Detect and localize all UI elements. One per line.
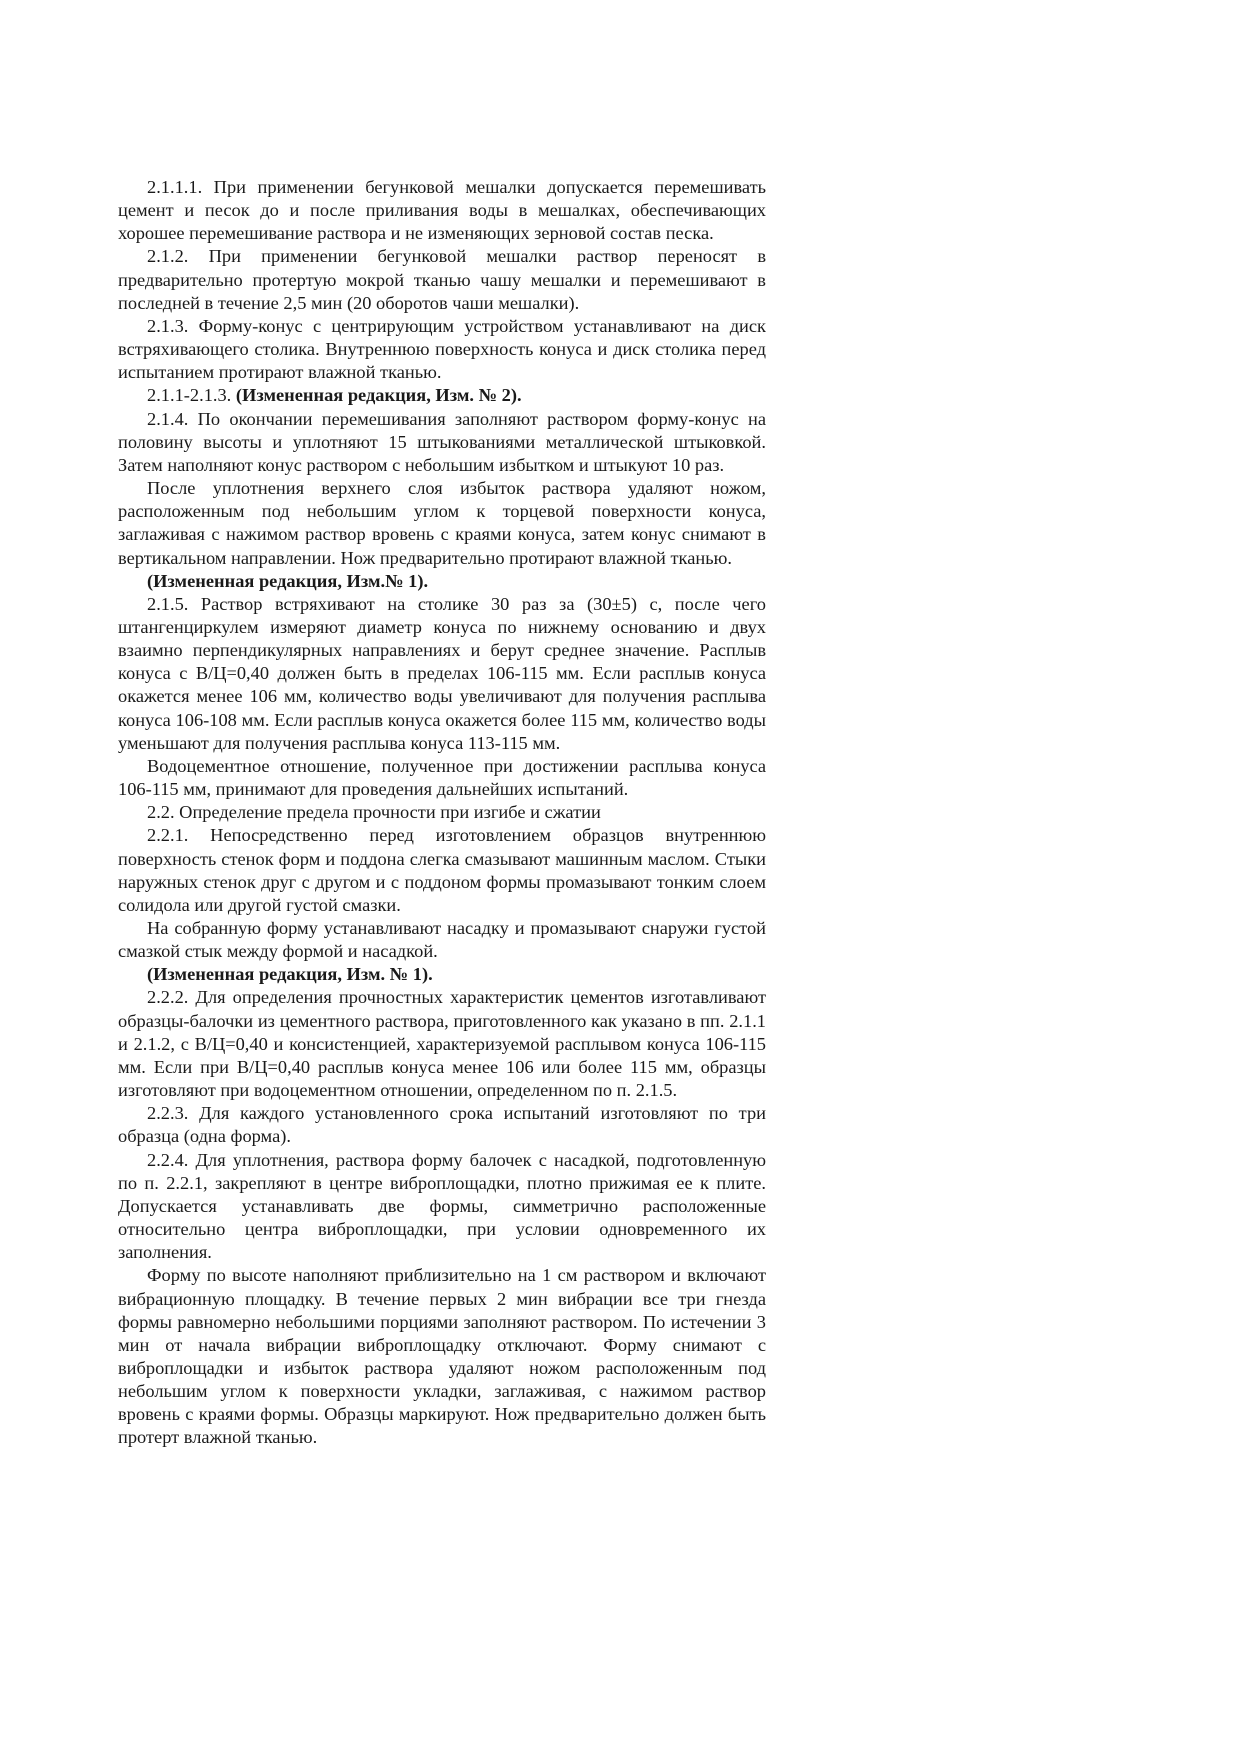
paragraph-text: 2.1.2. При применении бегунковой мешалки раствор переносят в предварительно протертую мокрой тканью чашу мешалки и перемешивают в последней в течение 2,5 мин (20 оборотов чаши мешалки). [118, 246, 766, 313]
paragraph-2-1-2 [118, 245, 766, 314]
paragraph-amendment-2-1-1-2-1-3 [118, 384, 766, 407]
paragraph-text: Форму по высоте наполняют приблизительно на 1 см раствором и включают вибрационную площадку. В течение первых 2 мин вибрации все три гнезда формы равномерно небольшими порциями заполняют раствором. По истечении 3 мин от начала вибрации виброплощадку отключают. Форму снимают с виброплощадки и избыток раствора удаляют ножом расположенным под небольшим углом к поверхности укладки, заглаживая, с нажимом раствор вровень с краями формы. Образцы маркируют. Нож предварительно должен быть протерт влажной тканью. [118, 1265, 766, 1448]
paragraph-text: 2.2.4. Для уплотнения, раствора форму балочек с насадкой, подготовленную по п. 2.2.1, закрепляют в центре виброплощадки, плотно прижимая ее к плите. Допускается устанавливать две формы, симметрично расположенные относительно центра виброплощадки, при условии одновременного их заполнения. [118, 1149, 766, 1263]
paragraph-2-2-1 [118, 824, 766, 917]
paragraph-2-2-4 [118, 1149, 766, 1265]
amendment-note: (Измененная редакция, Изм. № 1). [147, 964, 433, 985]
paragraph-amendment-1a [118, 570, 766, 593]
paragraph-2-2-4-continued [118, 1264, 766, 1449]
paragraph-text: Водоцементное отношение, полученное при достижении расплыва конуса 106-115 мм, принимают для проведения дальнейших испытаний. [118, 755, 766, 800]
paragraph-2-1-5-continued [118, 755, 766, 801]
paragraph-text: 2.2. Определение предела прочности при изгибе и сжатии [147, 802, 601, 823]
paragraph-text: 2.1.1-2.1.3. [147, 385, 236, 406]
amendment-note: (Измененная редакция, Изм.№ 1). [147, 570, 429, 591]
paragraph-2-1-5 [118, 593, 766, 755]
paragraph-2-2-1-continued [118, 917, 766, 963]
paragraph-2-1-1-1 [118, 176, 766, 245]
paragraph-2-2-3 [118, 1102, 766, 1148]
amendment-note: (Измененная редакция, Изм. № 2). [235, 385, 522, 406]
paragraph-2-1-4 [118, 408, 766, 477]
paragraph-amendment-1b [118, 963, 766, 986]
paragraph-text: На собранную форму устанавливают насадку и промазывают снаружи густой смазкой стык между формой и насадкой. [118, 918, 766, 962]
paragraph-text: 2.2.2. Для определения прочностных характеристик цементов изготавливают образцы-балочки из цементного раствора, приготовленного как указано в пп. 2.1.1 и 2.1.2, с В/Ц=0,40 и консистенцией, характеризуемой расплывом конуса 106-115 мм. Если при В/Ц=0,40 расплыв конуса менее 106 или более 115 мм, образцы изготовляют при водоцементном отношении, определенном по п. 2.1.5. [118, 987, 766, 1101]
paragraph-text: 2.1.4. По окончании перемешивания заполняют раствором форму-конус на половину высоты и уплотняют 15 штыкованиями металлической штыковкой. Затем наполняют конус раствором с небольшим избытком и штыкуют 10 раз. [118, 408, 766, 475]
paragraph-text: После уплотнения верхнего слоя избыток раствора удаляют ножом, расположенным под небольшим углом к торцевой поверхности конуса, заглаживая с нажимом раствор вровень с краями конуса, затем конус снимают в вертикальном направлении. Нож предварительно протирают влажной тканью. [118, 478, 766, 568]
paragraph-2-2-heading [118, 801, 766, 824]
paragraph-2-1-4-continued [118, 477, 766, 570]
paragraph-2-2-2 [118, 986, 766, 1102]
paragraph-text: 2.1.3. Форму-конус с центрирующим устройством устанавливают на диск встряхивающего столика. Внутреннюю поверхность конуса и диск столика перед испытанием протирают влажной тканью. [118, 315, 766, 383]
document-body [118, 176, 766, 1450]
paragraph-2-1-3 [118, 315, 766, 384]
paragraph-text: 2.1.1.1. При применении бегунковой мешалки допускается перемешивать цемент и песок до и после приливания воды в мешалках, обеспечивающих хорошее перемешивание раствора и не изменяющих зерновой состав песка. [118, 177, 766, 244]
paragraph-text: 2.2.1. Непосредственно перед изготовлением образцов внутреннюю поверхность стенок форм и поддона слегка смазывают машинным маслом. Стыки наружных стенок друг с другом и с поддоном формы промазывают тонким слоем солидола или другой густой смазки. [118, 825, 766, 915]
paragraph-text: 2.2.3. Для каждого установленного срока испытаний изготовляют по три образца (одна форма). [118, 1103, 766, 1147]
paragraph-text: 2.1.5. Раствор встряхивают на столике 30 раз за (30±5) с, после чего штангенциркулем измеряют диаметр конуса по нижнему основанию и двух взаимно перпендикулярных направлениях и берут среднее значение. Расплыв конуса с В/Ц=0,40 должен быть в пределах 106-115 мм. Если расплыв конуса окажется менее 106 мм, количество воды увеличивают для получения расплыва конуса 106-108 мм. Если расплыв конуса окажется более 115 мм, количество воды уменьшают для получения расплыва конуса 113-115 мм. [118, 593, 766, 753]
